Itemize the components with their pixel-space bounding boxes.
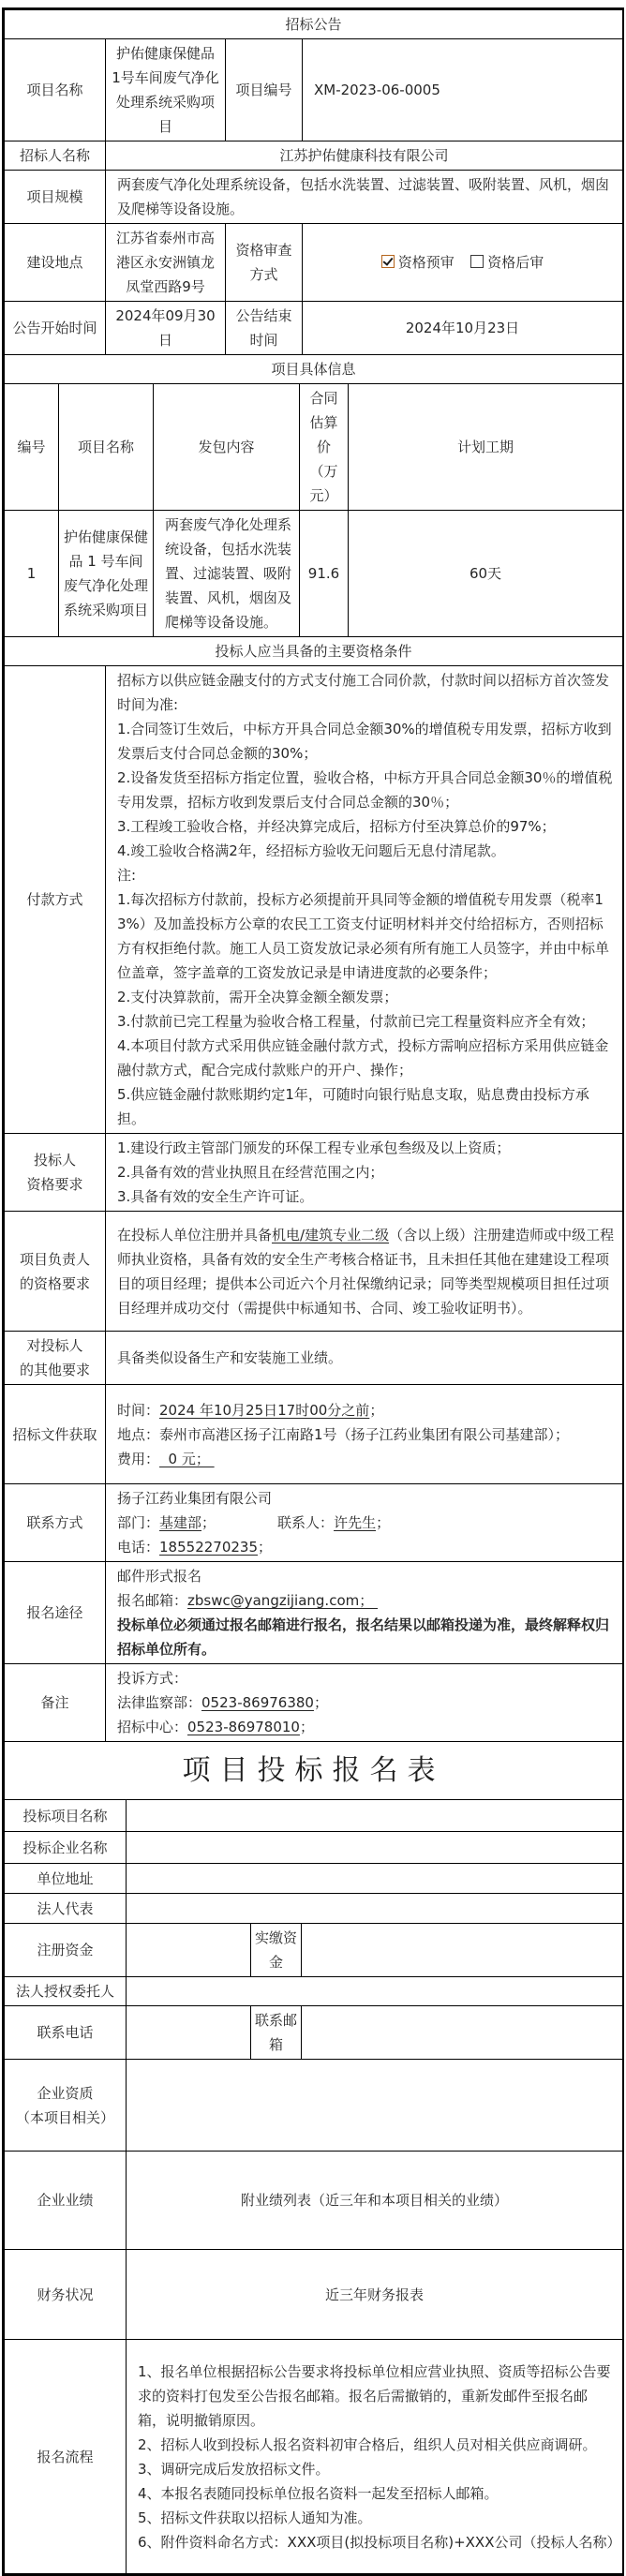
contact-email-label: 联系邮箱 bbox=[251, 2006, 302, 2060]
text-line: 2.支付决算款前，需开全决算金额全额发票； bbox=[117, 989, 398, 1005]
other-requirements-value: 具备类似设备生产和安装施工业绩。 bbox=[106, 1332, 623, 1385]
text-line: 4.本项目付款方式采用供应链金融付款方式，投标方需响应招标方采用供应链金融付款方式，配合完成付款账户的开户、操作； bbox=[117, 1037, 609, 1079]
pm-qualification-value: 在投标人单位注册并具备机电/建筑专业二级（含以上级）注册建造师或中级工程师执业资格，具备有效的安全生产考核合格证书，且未担任其他在建建设工程项目的项目经理；提供本公司近六个月社保缴纳记录；同等类型规模项目担任过项目经理并成功交付（需提供中标通知书、合同、竣工验收证明书）。 bbox=[106, 1212, 623, 1332]
col-header-duration: 计划工期 bbox=[349, 384, 623, 511]
other-requirements-label: 对投标人 的其他要求 bbox=[5, 1332, 106, 1385]
prequalification-option-label: 资格预审 bbox=[397, 254, 455, 271]
contact-label: 联系方式 bbox=[5, 1484, 106, 1562]
text-line: 2.设备发货至招标方指定位置，验收合格，中标方开具合同总金额30％的增值税专用发票，招标方收到发票后支付合同总金额的30％； bbox=[117, 769, 613, 811]
col-header-content: 发包内容 bbox=[154, 384, 300, 511]
contact-person: 许先生 bbox=[334, 1514, 377, 1531]
signup-channel-label: 报名途径 bbox=[5, 1562, 106, 1664]
site-label: 建设地点 bbox=[5, 224, 106, 302]
tenderer-value: 江苏护佑健康科技有限公司 bbox=[106, 141, 623, 171]
text-line: 3.付款前已完工程量为验收合格工程量，付款前已完工程量资料应齐全有效； bbox=[117, 1013, 595, 1030]
text-line: 1.合同签订生效后，中标方开具合同总金额30%的增值税专用发票，招标方收到发票后支付合同总金额的30%； bbox=[117, 721, 612, 762]
company-performance-label: 企业业绩 bbox=[5, 2152, 127, 2250]
company-address-label: 单位地址 bbox=[5, 1864, 127, 1894]
project-no-label: 项目编号 bbox=[226, 39, 303, 141]
document-title: 招标公告 bbox=[5, 10, 623, 39]
text-line: 4.竣工验收合格满2年，经招标方验收无问题后无息付清尾款。 bbox=[117, 842, 505, 859]
detail-table bbox=[4, 383, 623, 637]
text-line: 3.工程竣工验收合格，并经决算完成后，招标方付至决算总价的97%； bbox=[117, 818, 556, 835]
start-time-value: 2024年09月30日 bbox=[106, 302, 226, 355]
text-line: 邮件形式报名 bbox=[117, 1568, 202, 1585]
cell-no: 1 bbox=[5, 511, 59, 637]
company-performance-value: 附业绩列表（近三年和本项目相关的业绩） bbox=[127, 2152, 623, 2250]
end-time-value: 2024年10月23日 bbox=[303, 302, 623, 355]
text-line: 5、招标文件获取以招标人通知为准。 bbox=[138, 2509, 372, 2526]
qual-method-value bbox=[303, 224, 623, 302]
underlined-fee: 0 元； bbox=[159, 1450, 215, 1467]
underlined-deadline: 2024 年10月25日17时00分之前 bbox=[159, 1401, 370, 1419]
col-header-no: 编号 bbox=[5, 384, 59, 511]
form-title: 项目投标报名表 bbox=[5, 1742, 623, 1800]
project-scale-label: 项目规模 bbox=[5, 171, 106, 224]
bid-company-name-field[interactable] bbox=[127, 1832, 623, 1864]
conditions-table bbox=[4, 636, 623, 1742]
project-scale-value: 两套废气净化处理系统设备，包括水洗装置、过滤装置、吸附装置、风机，烟囱及爬梯等设备设施。 bbox=[106, 171, 623, 224]
project-name-value: 护佑健康保健品 1号车间废气净化处理系统采购项目 bbox=[106, 39, 226, 141]
bid-company-name-label: 投标企业名称 bbox=[5, 1832, 127, 1864]
text-line: 1.建设行政主管部门颁发的环保工程专业承包叁级及以上资质； bbox=[117, 1139, 511, 1156]
signup-bold-notice: 投标单位必须通过报名邮箱进行报名，报名结果以邮箱投递为准，最终解释权归招标单位所有。 bbox=[117, 1616, 610, 1658]
financial-status-value: 近三年财务报表 bbox=[127, 2250, 623, 2340]
bid-project-name-label: 投标项目名称 bbox=[5, 1800, 127, 1832]
paid-in-capital-field[interactable] bbox=[302, 1924, 623, 1977]
text-line: 部门：基建部； 联系人：许先生； bbox=[117, 1514, 391, 1531]
authorized-agent-field[interactable] bbox=[127, 1977, 623, 2006]
qual-method-label: 资格审查方式 bbox=[226, 224, 303, 302]
signup-channel-value bbox=[106, 1562, 623, 1664]
contact-value bbox=[106, 1484, 623, 1562]
announcement-table bbox=[4, 9, 623, 384]
text-line: 2、招标人收到投标人报名资料初审合格后，组织人员对相关供应商调研。 bbox=[138, 2435, 597, 2453]
tender-center-phone: 0523-86978010 bbox=[187, 1719, 300, 1735]
signup-process-value bbox=[127, 2340, 623, 2574]
text-line: 4、本报名表随同投标单位报名资料一起发至招标人邮箱。 bbox=[138, 2484, 499, 2502]
tenderer-label: 招标人名称 bbox=[5, 141, 106, 171]
bidder-qualification-label: 投标人 资格要求 bbox=[5, 1134, 106, 1212]
underlined-text: 机电/建筑专业二级 bbox=[272, 1226, 390, 1243]
site-value: 江苏省泰州市高港区永安洲镇龙凤堂西路9号 bbox=[106, 224, 226, 302]
cell-content: 两套废气净化处理系统设备，包括水洗装置、过滤装置、吸附装置、风机，烟囱及爬梯等设备设施。 bbox=[154, 511, 300, 637]
text-line: 1、报名单位根据招标公告要求将投标单位相应营业执照、资质等招标公告要求的资料打包发至公告报名邮箱。报名后需撤销的，重新发邮件至报名邮箱，说明撤销原因。 bbox=[138, 2362, 611, 2429]
payment-method-label: 付款方式 bbox=[5, 666, 106, 1134]
pm-qualification-label: 项目负责人 的资格要求 bbox=[5, 1212, 106, 1332]
cell-duration: 60天 bbox=[349, 511, 623, 637]
text-line: 地点：泰州市高港区扬子江南路1号（扬子江药业集团有限公司基建部）； bbox=[117, 1425, 570, 1443]
text-line: 法律监察部：0523-86976380； bbox=[117, 1694, 328, 1711]
text-line: 招标中心：0523-86978010； bbox=[117, 1719, 314, 1735]
postqualification-option-label: 资格后审 bbox=[487, 254, 544, 271]
legal-representative-field[interactable] bbox=[127, 1894, 623, 1924]
unchecked-checkbox-icon[interactable] bbox=[470, 255, 484, 268]
bidder-qualification-value bbox=[106, 1134, 623, 1212]
company-qualification-field[interactable] bbox=[127, 2060, 623, 2152]
project-no-value: XM-2023-06-0005 bbox=[303, 39, 623, 141]
cell-price: 91.6 bbox=[300, 511, 349, 637]
col-header-name: 项目名称 bbox=[59, 384, 154, 511]
remark-value bbox=[106, 1664, 623, 1742]
text-line: 3、调研完成后发放招标文件。 bbox=[138, 2460, 330, 2478]
text-line: 5.供应链金融付款账期约定1年，可随时向银行贴息支取，贴息费由投标方承担。 bbox=[117, 1086, 589, 1127]
authorized-agent-label: 法人授权委托人 bbox=[5, 1977, 127, 2006]
doc-obtain-value bbox=[106, 1385, 623, 1484]
signup-process-label: 报名流程 bbox=[5, 2340, 127, 2574]
doc-obtain-label: 招标文件获取 bbox=[5, 1385, 106, 1484]
start-time-label: 公告开始时间 bbox=[5, 302, 106, 355]
contact-phone-field[interactable] bbox=[127, 2006, 251, 2060]
text-line: 1.每次招标方付款前，投标方必须提前开具同等金额的增值税专用发票（税率13%）及加盖投标方公章的农民工工资支付证明材料并交付给招标方，否则招标方有权拒绝付款。施工人员工资发放记录必须有所有施工人员签字，并由中标单位盖章，签字盖章的工资发放记录是申请进度款的必要条件； bbox=[117, 891, 610, 981]
cell-name: 护佑健康保健品 1 号车间废气净化处理系统采购项目 bbox=[59, 511, 154, 637]
text-line: 投诉方式： bbox=[117, 1670, 188, 1687]
remark-label: 备注 bbox=[5, 1664, 106, 1742]
contact-company: 扬子江药业集团有限公司 bbox=[117, 1490, 273, 1507]
contact-email-field[interactable] bbox=[302, 2006, 623, 2060]
signup-email-link[interactable]: zbswc@yangzijiang.com； bbox=[187, 1592, 379, 1609]
text-line: 6、附件资料命名方式：XXX项目(拟投标项目名称)+XXX公司（投标人名称） bbox=[138, 2533, 621, 2551]
text-line: 2.具备有效的营业执照且在经营范围之内； bbox=[117, 1164, 384, 1181]
document-border bbox=[2, 7, 624, 2576]
conditions-section-header: 投标人应当具备的主要资格条件 bbox=[5, 637, 623, 666]
paid-in-capital-label: 实缴资金 bbox=[251, 1924, 302, 1977]
text-line: 电话：18552270235； bbox=[117, 1539, 273, 1556]
end-time-label: 公告结束时间 bbox=[226, 302, 303, 355]
text-line: 招标方以供应链金融支付的方式支付施工合同价款，付款时间以招标方首次签发时间为准: bbox=[117, 672, 610, 713]
registered-capital-label: 注册资金 bbox=[5, 1924, 127, 1977]
col-header-price: 合同估算价（万元） bbox=[300, 384, 349, 511]
table-row bbox=[5, 511, 623, 637]
contact-department: 基建部 bbox=[159, 1514, 202, 1531]
text-line: 3.具备有效的安全生产许可证。 bbox=[117, 1188, 314, 1205]
financial-status-label: 财务状况 bbox=[5, 2250, 127, 2340]
detail-section-header: 项目具体信息 bbox=[5, 355, 623, 384]
legal-representative-label: 法人代表 bbox=[5, 1894, 127, 1924]
text-line: 注: bbox=[117, 867, 137, 884]
text-line: 报名邮箱：zbswc@yangzijiang.com； bbox=[117, 1592, 379, 1609]
company-qualification-label: 企业资质 （本项目相关） bbox=[5, 2060, 127, 2152]
legal-dept-phone: 0523-86976380 bbox=[201, 1694, 314, 1711]
contact-phone-label: 联系电话 bbox=[5, 2006, 127, 2060]
registered-capital-field[interactable] bbox=[127, 1924, 251, 1977]
checked-checkbox-icon[interactable] bbox=[381, 255, 395, 268]
bid-project-name-field[interactable] bbox=[127, 1800, 623, 1832]
company-address-field[interactable] bbox=[127, 1864, 623, 1894]
contact-phone: 18552270235 bbox=[159, 1539, 258, 1556]
text-line: 时间：2024 年10月25日17时00分之前； bbox=[117, 1401, 384, 1419]
text-line: 费用： 0 元； bbox=[117, 1450, 215, 1467]
project-name-label: 项目名称 bbox=[5, 39, 106, 141]
signup-form-table bbox=[4, 1741, 623, 2574]
payment-method-value bbox=[106, 666, 623, 1134]
